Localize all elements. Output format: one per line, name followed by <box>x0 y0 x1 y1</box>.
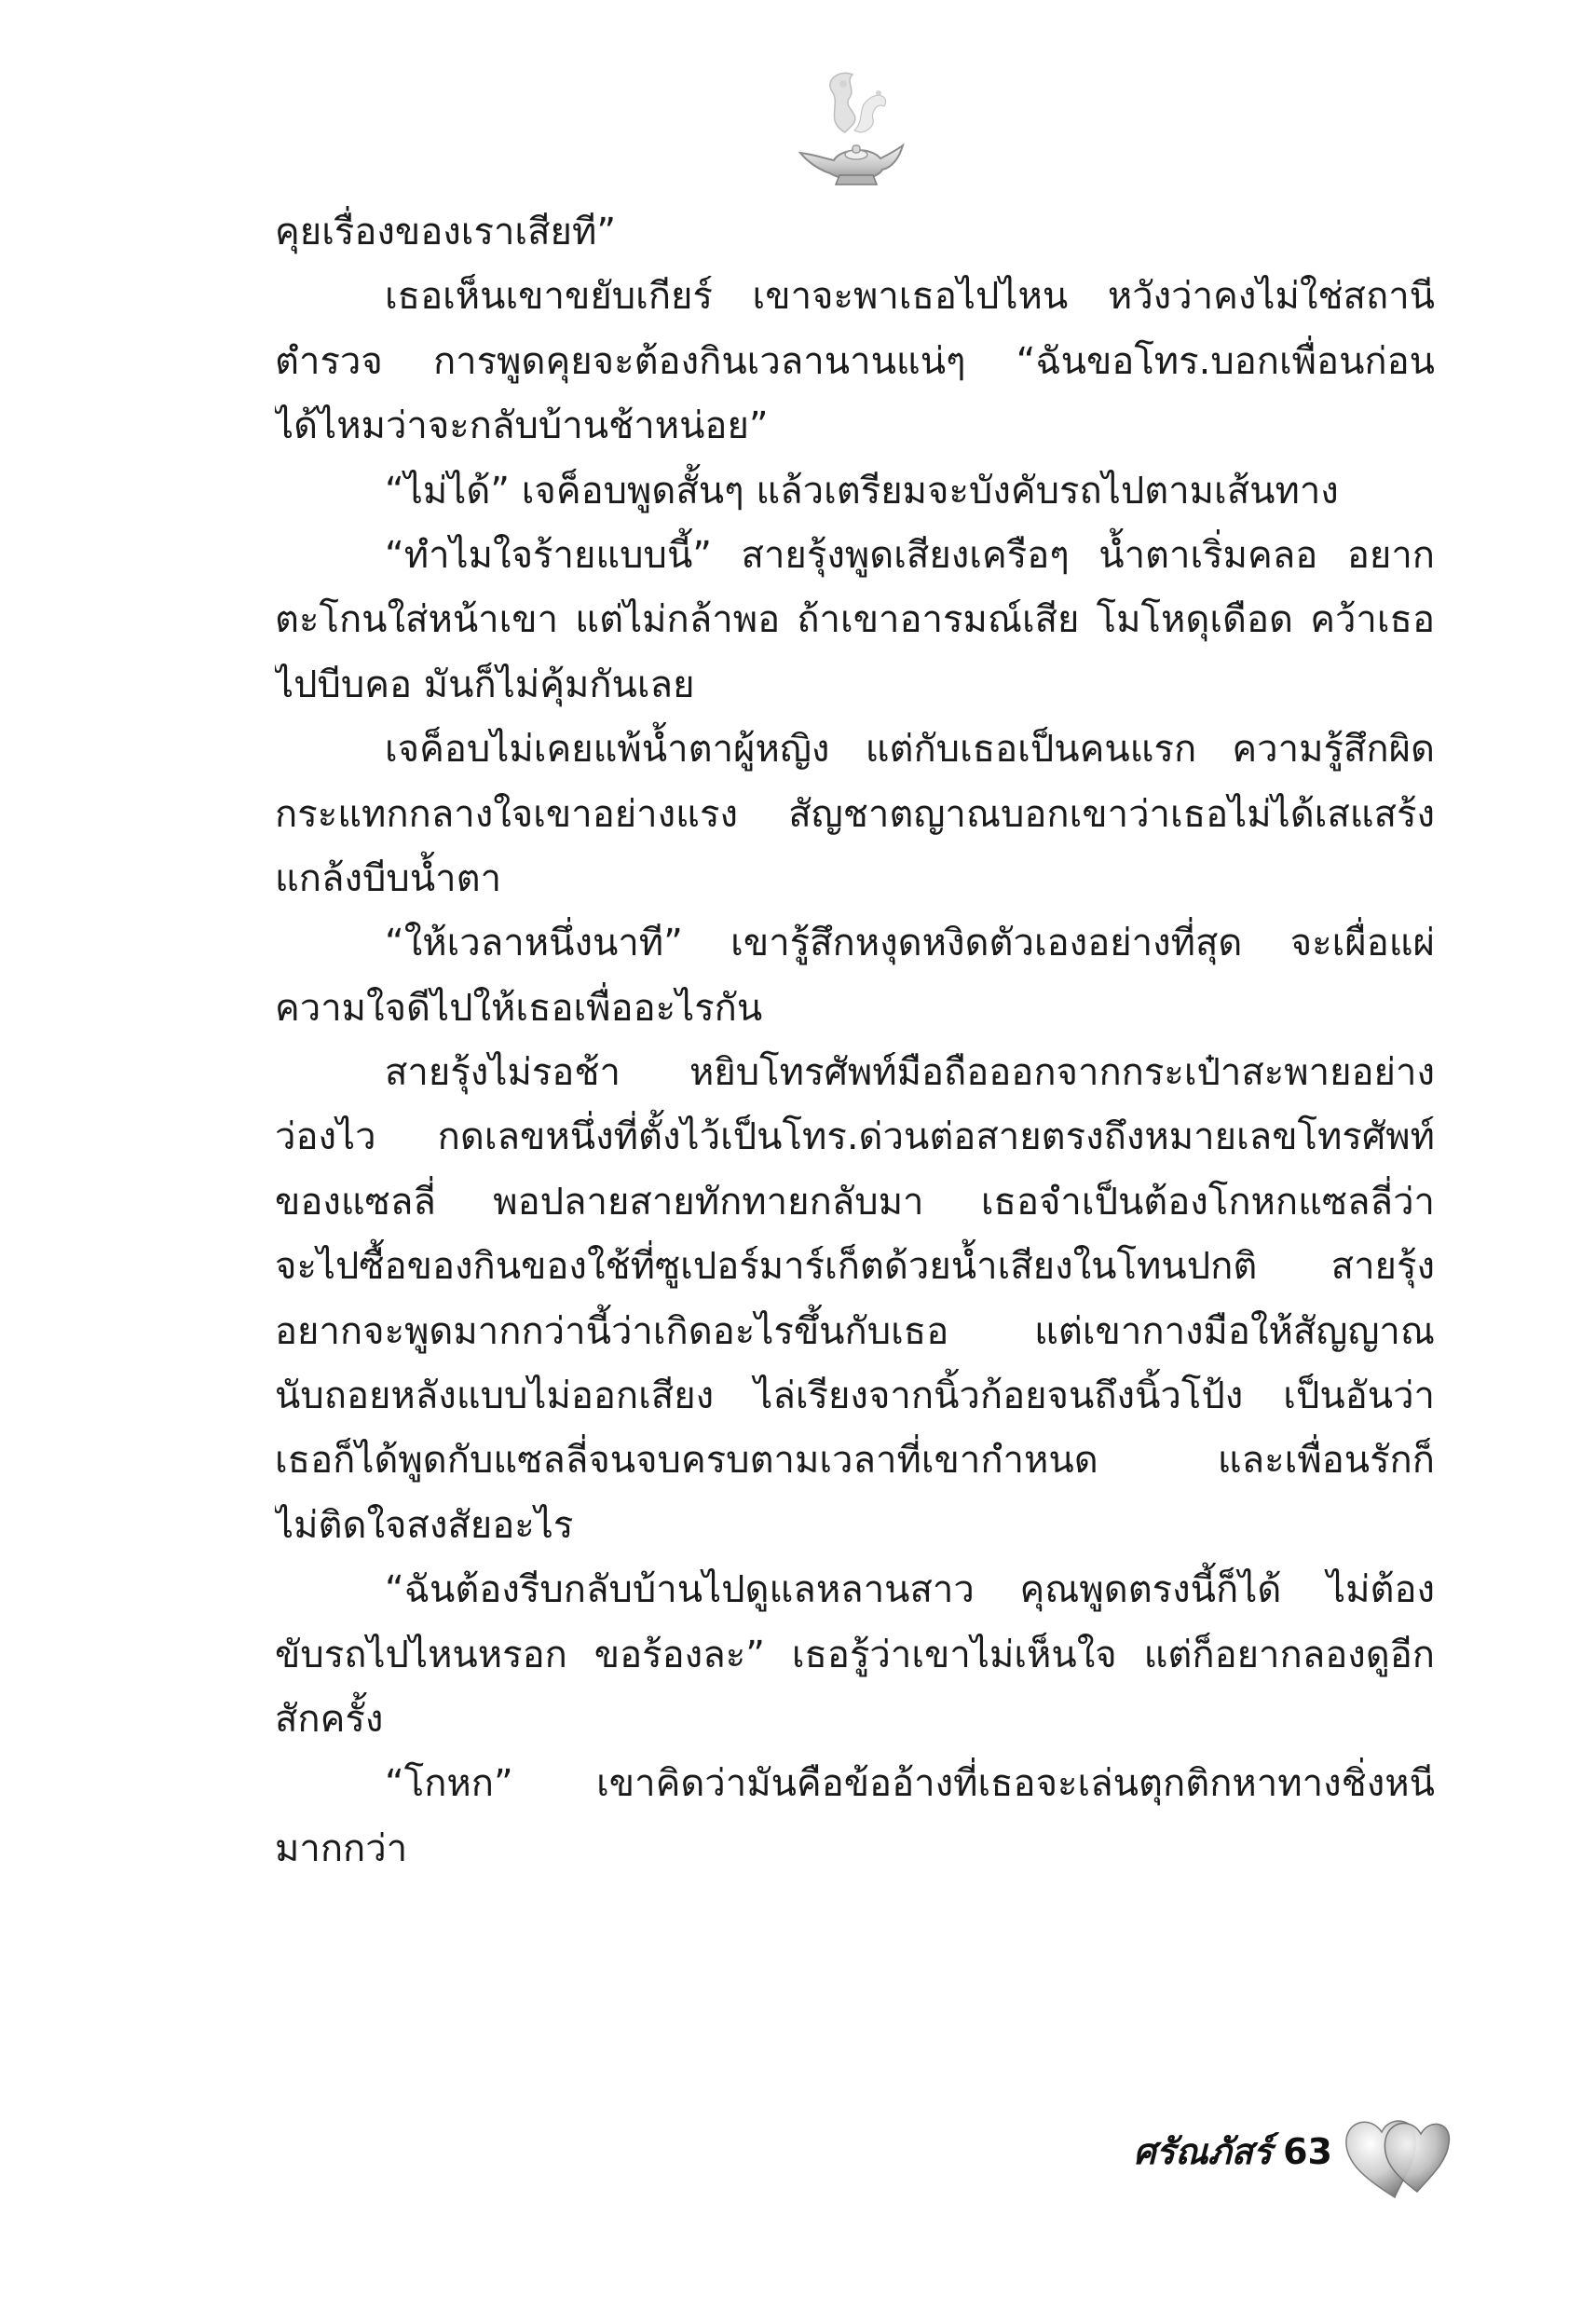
text-line: แกล้งบีบน้ำตา <box>275 856 502 900</box>
page-footer <box>1016 2104 1453 2207</box>
text-line: เธอก็ได้พูดกับแซลลี่จนจบครบตามเวลาที่เขากำหนด และเพื่อนรักก็ <box>275 1439 1435 1483</box>
text-line: คุยเรื่องของเราเสียที” <box>275 211 617 253</box>
footer-author <box>1134 2123 1332 2180</box>
text-line: จะไปซื้อของกินของใช้ที่ซูเปอร์มาร์เก็ตด้วยน้ำเสียงในโทนปกติ สายรุ้ง <box>275 1245 1435 1289</box>
text-line: เจค็อบไม่เคยแพ้น้ำตาผู้หญิง แต่กับเธอเป็นคนแรก ความรู้สึกผิด <box>385 728 1435 772</box>
body-text <box>275 200 1435 1881</box>
text-line: ไปบีบคอ มันก็ไม่คุ้มกันเลย <box>275 663 695 706</box>
text-line: “ฉันต้องรีบกลับบ้านไปดูแลหลานสาว คุณพูดตรงนี้ก็ได้ ไม่ต้อง <box>385 1568 1435 1612</box>
text-line: “ทำไมใจร้ายแบบนี้” สายรุ้งพูดเสียงเครือๆ น้ำตาเริ่มคลอ อยาก <box>385 533 1435 577</box>
text-line: ของแซลลี่ พอปลายสายทักทายกลับมา เธอจำเป็นต้องโกหกแซลลี่ว่า <box>275 1180 1435 1224</box>
text-line: ว่องไว กดเลขหนึ่งที่ตั้งไว้เป็นโทร.ด่วนต่อสายตรงถึงหมายเลขโทรศัพท์ <box>275 1115 1435 1159</box>
text-line: อยากจะพูดมากกว่านี้ว่าเกิดอะไรขึ้นกับเธอ แต่เขากางมือให้สัญญาณ <box>275 1309 1435 1353</box>
text-line: “ไม่ได้” เจค็อบพูดสั้นๆ แล้วเตรียมจะบังคับรถไปตามเส้นทาง <box>385 469 1339 513</box>
hearts-icon <box>1337 2104 1453 2207</box>
text-line: ตะโกนใส่หน้าเขา แต่ไม่กล้าพอ ถ้าเขาอารมณ์เสีย โมโหดุเดือด คว้าเธอ <box>275 598 1435 642</box>
text-line: เธอเห็นเขาขยับเกียร์ เขาจะพาเธอไปไหน หวังว่าคงไม่ใช่สถานี <box>385 275 1435 319</box>
page-number: 63 <box>1283 2131 1332 2172</box>
text-line: ไม่ติดใจสงสัยอะไร <box>275 1503 574 1547</box>
text-line: สายรุ้งไม่รอช้า หยิบโทรศัพท์มือถือออกจากกระเป๋าสะพายอย่าง <box>385 1051 1435 1095</box>
text-line: นับถอยหลังแบบไม่ออกเสียง ไล่เรียงจากนิ้วก้อยจนถึงนิ้วโป้ง เป็นอันว่า <box>275 1374 1435 1418</box>
text-line: ได้ไหมว่าจะกลับบ้านช้าหน่อย” <box>275 404 769 448</box>
text-line: “ให้เวลาหนึ่งนาที” เขารู้สึกหงุดหงิดตัวเองอย่างที่สุด จะเผื่อแผ่ <box>385 922 1435 965</box>
text-line: ตำรวจ การพูดคุยจะต้องกินเวลานานแน่ๆ “ฉันขอโทร.บอกเพื่อนก่อน <box>275 339 1435 383</box>
magic-lamp-icon <box>787 65 908 196</box>
text-line: มากกว่า <box>275 1826 408 1870</box>
text-line: กระแทกกลางใจเขาอย่างแรง สัญชาตญาณบอกเขาว่าเธอไม่ได้เสแสร้ง <box>275 792 1435 836</box>
text-line: ความใจดีไปให้เธอเพื่ออะไรกัน <box>275 986 763 1030</box>
text-line: ขับรถไปไหนหรอก ขอร้องละ” เธอรู้ว่าเขาไม่เห็นใจ แต่ก็อยากลองดูอีก <box>275 1633 1435 1676</box>
author-name: ศรัณภัสร์ <box>1133 2130 1273 2172</box>
text-line: “โกหก” เขาคิดว่ามันคือข้ออ้างที่เธอจะเล่นตุกติกหาทางชิ่งหนี <box>385 1762 1435 1806</box>
text-line: สักครั้ง <box>275 1697 384 1741</box>
